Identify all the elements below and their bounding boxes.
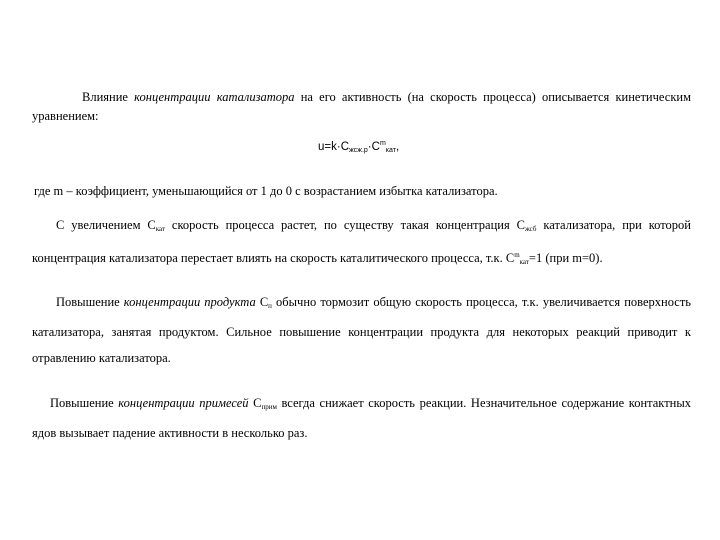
- emphasis-impurity-concentration: концентрации примесей: [118, 396, 249, 410]
- paragraph-intro: Влияние концентрации катализатора на его активность (на скорость процесса) описывается кинетическим уравнением:: [32, 90, 691, 123]
- kinetic-equation: $u=k\cdot C_{жсж.р}\cdot C^m_{кат}$,: [318, 140, 400, 154]
- emphasis-catalyst-concentration: концентрации катализатора: [134, 90, 295, 104]
- emphasis-product-concentration: концентрации продукта: [123, 295, 256, 309]
- paragraph-coefficient: где m – коэффициент, уменьшающийся от 1 до 0 с возрастанием избытка катализатора.: [34, 184, 498, 198]
- paragraph-product-concentration: Повышение концентрации продукта $С_п$ обычно тормозит общую скорость процесса, т.к. увеличивается поверхность катализатора, занятая продуктом. Сильное повышение концентрации продукта для некоторых реакций приводит к отравлению катализатора.: [32, 295, 691, 365]
- paragraph-impurity-concentration: Повышение концентрации примесей $С_{прим}$ всегда снижает скорость реакции. Незначительное содержание контактных ядов вызывает падение активности в несколько раз.: [32, 396, 691, 440]
- paragraph-catalyst-increase: С увеличением $С_{кат}$ скорость процесса растет, по существу такая концентрация $С_{жсб}$ катализатора, при которой концентрация катализатора перестает влиять на скорость каталитического процесса, т.к. $С^m_{кат}=1$ (при m=0).: [32, 218, 691, 266]
